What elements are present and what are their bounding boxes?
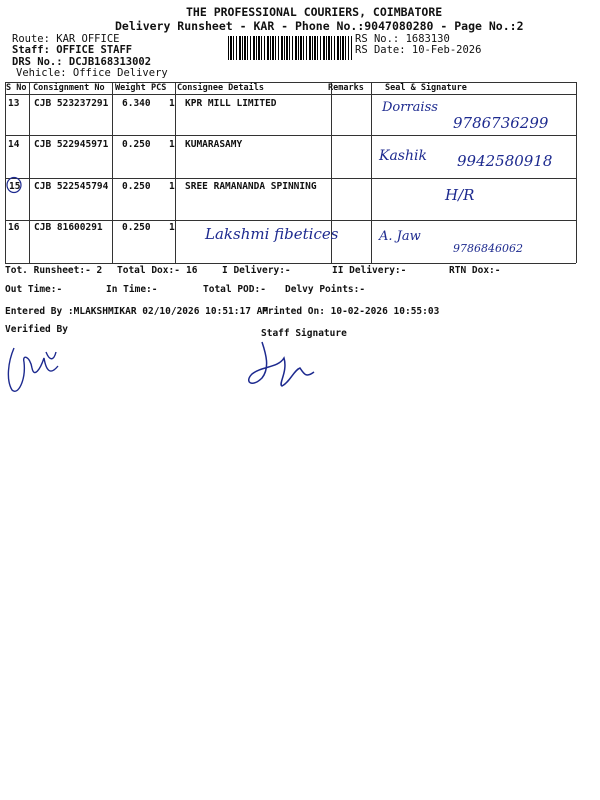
ii-delivery: II Delivery:-	[332, 265, 407, 276]
row-sno: 15	[9, 181, 21, 192]
row-circle-mark	[6, 177, 22, 193]
row-pcs: 1	[169, 222, 175, 233]
route-label: Route: KAR OFFICE	[12, 33, 120, 45]
vehicle-label: Vehicle: Office Delivery	[16, 67, 168, 79]
total-dox-label: Total Dox:-	[117, 265, 180, 276]
row15-mark: H/R	[445, 186, 475, 204]
row-sno: 14	[8, 139, 20, 150]
company-name: THE PROFESSIONAL COURIERS, COIMBATORE	[186, 5, 443, 19]
row-weight: 0.250	[122, 222, 151, 233]
row13-phone: 9786736299	[453, 114, 549, 132]
barcode	[228, 36, 352, 60]
entered-by: Entered By :MLAKSHMIKAR 02/10/2026 10:51:17 AM	[5, 306, 269, 317]
row16-company: Lakshmi fibetices	[205, 225, 339, 243]
runsheet-title: Delivery Runsheet - KAR - Phone No.:9047080280 - Page No.:2	[115, 19, 524, 33]
row-pcs: 1	[169, 139, 175, 150]
row-consignee: KPR MILL LIMITED	[185, 98, 277, 109]
in-time: In Time:-	[106, 284, 158, 295]
col-sno: S No	[6, 83, 27, 93]
i-delivery: I Delivery:-	[222, 265, 291, 276]
rs-date: RS Date: 10-Feb-2026	[355, 44, 482, 56]
staff-signature	[244, 338, 324, 398]
col-consignee: Consignee Details	[177, 83, 264, 93]
staff-signature-label: Staff Signature	[261, 328, 347, 339]
rs-number: RS No.: 1683130	[355, 33, 450, 45]
row-pcs: 1	[169, 98, 175, 109]
tot-runsheet: Tot. Runsheet:- 2	[5, 265, 103, 276]
col-pcs: PCS	[151, 83, 167, 93]
row-consignment: CJB 522945971	[34, 139, 109, 150]
row-weight: 6.340	[122, 98, 151, 109]
verified-by: Verified By	[5, 324, 68, 335]
total-dox-value: 16	[186, 265, 198, 276]
rtn-dox: RTN Dox:-	[449, 265, 501, 276]
row16-phone: 9786846062	[453, 242, 523, 255]
runsheet-table	[5, 82, 576, 264]
row-consignment: CJB 523237291	[34, 98, 109, 109]
row-weight: 0.250	[122, 139, 151, 150]
drs-number: DRS No.: DCJB168313002	[12, 56, 152, 68]
verified-signature	[6, 340, 66, 400]
row14-phone: 9942580918	[457, 152, 553, 170]
row-consignment: CJB 522545794	[34, 181, 109, 192]
printed-on: Printed On: 10-02-2026 10:55:03	[262, 306, 440, 317]
total-pod: Total POD:-	[203, 284, 266, 295]
col-consignment: Consignment No	[33, 83, 105, 93]
row-consignee: KUMARASAMY	[185, 139, 243, 150]
staff-label: Staff: OFFICE STAFF	[12, 44, 133, 56]
row-sno: 13	[8, 98, 20, 109]
col-remarks: Remarks	[328, 83, 364, 93]
row-consignee: SREE RAMANANDA SPINNING	[185, 181, 317, 192]
row-consignment: CJB 81600291	[34, 222, 103, 233]
col-weight: Weight	[115, 83, 146, 93]
row-sno: 16	[8, 222, 20, 233]
col-signature: Seal & Signature	[385, 83, 467, 93]
delvy-points: Delvy Points:-	[285, 284, 366, 295]
row16-signature: A. Jaw	[379, 229, 421, 244]
row-pcs: 1	[169, 181, 175, 192]
row-weight: 0.250	[122, 181, 151, 192]
row13-signature: Dorraiss	[382, 100, 438, 115]
row14-signature: Kashik	[379, 148, 427, 164]
out-time: Out Time:-	[5, 284, 63, 295]
